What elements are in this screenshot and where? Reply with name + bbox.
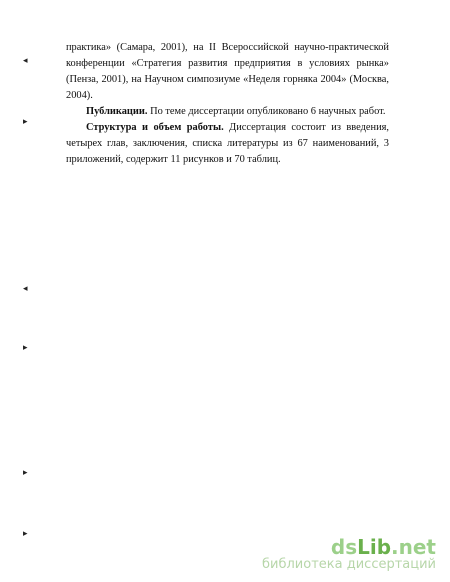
paragraph-publications [66,104,389,120]
structure-text: Диссертация состоит из введения, четырех глав, заключения, списка литературы из 67 наименований, 3 приложений, содержит 11 рисунков и 70 таблиц. [66,122,390,165]
margin-mark: ◂ [23,284,28,294]
paragraph-conference-list: практика» (Самара, 2001), на II Всероссийской научно-практической конференции «Стратегия развития предприятия в условиях рынка» (Пенза, 2001), на Научном симпозиуме «Неделя горняка 2004» (Москва, 2004). [66,42,389,101]
margin-mark: ▸ [23,117,28,127]
logo-ds: ds [330,535,358,559]
margin-mark: ◂ [23,56,28,66]
structure-heading: Структура и объем работы. [86,122,224,133]
margin-mark: ▸ [23,529,28,539]
publications-heading: Публикации. [86,106,148,117]
dslib-watermark [262,537,436,572]
logo-net: .net [391,535,436,559]
margin-mark: ▸ [23,468,28,478]
paragraph-structure [66,120,389,168]
logo-lib: Lib [357,535,392,559]
publications-text: По теме диссертации опубликовано 6 научных работ. [147,106,386,117]
document-body [66,40,389,168]
watermark-subtitle: библиотека диссертаций [262,557,436,572]
dslib-logo [262,537,436,557]
margin-mark: ▸ [23,343,28,353]
